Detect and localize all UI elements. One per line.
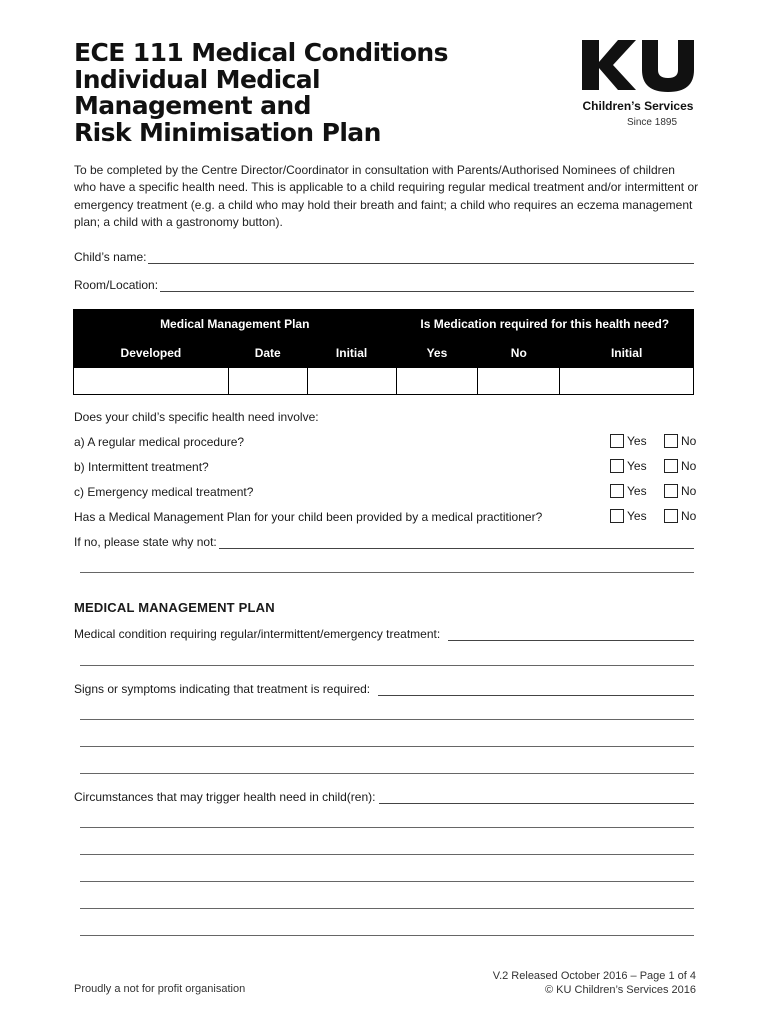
col-date: Date: [228, 339, 307, 368]
yes-checkbox[interactable]: [610, 509, 624, 523]
condition-field[interactable]: [74, 625, 694, 641]
no-label: No: [681, 509, 697, 523]
answer-line[interactable]: [80, 665, 694, 666]
title-line-3: Management and: [74, 91, 311, 120]
no-option[interactable]: [664, 459, 696, 473]
col-developed: Developed: [74, 339, 229, 368]
yes-checkbox[interactable]: [610, 434, 624, 448]
yes-option[interactable]: [610, 434, 647, 448]
child-name-line[interactable]: [148, 252, 694, 264]
col-initial-2: Initial: [560, 339, 694, 368]
question-text: a) A regular medical procedure?: [74, 435, 245, 449]
no-option[interactable]: [664, 484, 696, 498]
condition-line[interactable]: [448, 629, 694, 641]
ku-logo: [580, 40, 696, 94]
signs-line[interactable]: [378, 684, 694, 696]
no-checkbox[interactable]: [664, 434, 678, 448]
answer-line[interactable]: [80, 746, 694, 747]
cell-yes[interactable]: [396, 368, 478, 395]
cell-date[interactable]: [228, 368, 307, 395]
question-row: [74, 509, 699, 527]
if-no-line[interactable]: [219, 537, 694, 549]
circumstances-field[interactable]: [74, 788, 694, 804]
footer-tagline: Proudly a not for profit organisation: [74, 983, 246, 995]
col-no: No: [478, 339, 560, 368]
document-title: [74, 40, 544, 146]
footer-version: [493, 969, 696, 997]
answer-line[interactable]: [80, 773, 694, 774]
intro-paragraph: To be completed by the Centre Director/Coordinator in consultation with Parents/Authorised Nominees of children who have a specific health need. This is applicable to a child requiring regular medical treatment and/or intermittent or emergency treatment (e.g. a child who may hold their breath and faint; a child who requires an eczema management plan; a child with a gastronomy button).: [74, 163, 699, 229]
section-heading: MEDICAL MANAGEMENT PLAN: [74, 600, 275, 615]
yes-label: Yes: [627, 484, 647, 498]
question-text: Has a Medical Management Plan for your child been provided by a medical practitioner?: [74, 510, 543, 524]
question-text: c) Emergency medical treatment?: [74, 485, 254, 499]
cell-developed[interactable]: [74, 368, 229, 395]
if-no-field[interactable]: [74, 533, 694, 549]
copyright-text: © KU Children’s Services 2016: [545, 984, 696, 996]
child-name-field[interactable]: [74, 248, 694, 264]
no-option[interactable]: [664, 509, 696, 523]
child-name-label: Child’s name:: [74, 250, 147, 264]
answer-line[interactable]: [80, 935, 694, 936]
question-row: [74, 459, 699, 477]
circumstances-line[interactable]: [379, 792, 694, 804]
table-group-management-plan: Medical Management Plan: [74, 310, 397, 339]
version-text: V.2 Released October 2016 – Page 1 of 4: [492, 970, 696, 982]
yes-label: Yes: [627, 459, 647, 473]
question-row: [74, 434, 699, 452]
logo-since: Since 1895: [626, 117, 678, 128]
signs-label: Signs or symptoms indicating that treatment is required:: [74, 682, 371, 696]
yes-checkbox[interactable]: [610, 484, 624, 498]
answer-line[interactable]: [80, 827, 694, 828]
yes-label: Yes: [627, 509, 647, 523]
questions-intro: Does your child’s specific health need involve:: [74, 410, 319, 424]
col-initial: Initial: [307, 339, 396, 368]
yes-checkbox[interactable]: [610, 459, 624, 473]
condition-label: Medical condition requiring regular/intermittent/emergency treatment:: [74, 627, 441, 641]
table-group-medication: Is Medication required for this health need?: [396, 310, 693, 339]
if-no-label: If no, please state why not:: [74, 535, 217, 549]
signs-field[interactable]: [74, 680, 694, 696]
yes-label: Yes: [627, 434, 647, 448]
answer-line[interactable]: [80, 908, 694, 909]
answer-line[interactable]: [80, 854, 694, 855]
yes-option[interactable]: [610, 509, 647, 523]
room-location-line[interactable]: [160, 280, 694, 292]
yes-option[interactable]: [610, 484, 647, 498]
ku-logo-mark: [580, 40, 696, 94]
answer-line[interactable]: [80, 572, 694, 573]
no-checkbox[interactable]: [664, 484, 678, 498]
room-location-field[interactable]: [74, 276, 694, 292]
no-checkbox[interactable]: [664, 459, 678, 473]
no-option[interactable]: [664, 434, 696, 448]
question-row: [74, 484, 699, 502]
title-line-2: Individual Medical: [74, 64, 321, 94]
plan-table: [73, 309, 694, 395]
answer-line[interactable]: [80, 719, 694, 720]
room-location-label: Room/Location:: [74, 278, 159, 292]
no-label: No: [681, 434, 697, 448]
table-row: [74, 368, 694, 395]
no-label: No: [681, 459, 697, 473]
answer-line[interactable]: [80, 881, 694, 882]
title-line-4: Risk Minimisation Plan: [74, 117, 381, 147]
yes-option[interactable]: [610, 459, 647, 473]
logo-subtitle: Children’s Services: [582, 99, 694, 113]
cell-initial-2[interactable]: [560, 368, 694, 395]
cell-no[interactable]: [478, 368, 560, 395]
col-yes: Yes: [396, 339, 478, 368]
question-text: b) Intermittent treatment?: [74, 460, 209, 474]
title-line-1: ECE 111 Medical Conditions: [74, 38, 448, 67]
cell-initial[interactable]: [307, 368, 396, 395]
circumstances-label: Circumstances that may trigger health need in child(ren):: [74, 790, 376, 804]
no-checkbox[interactable]: [664, 509, 678, 523]
no-label: No: [681, 484, 697, 498]
